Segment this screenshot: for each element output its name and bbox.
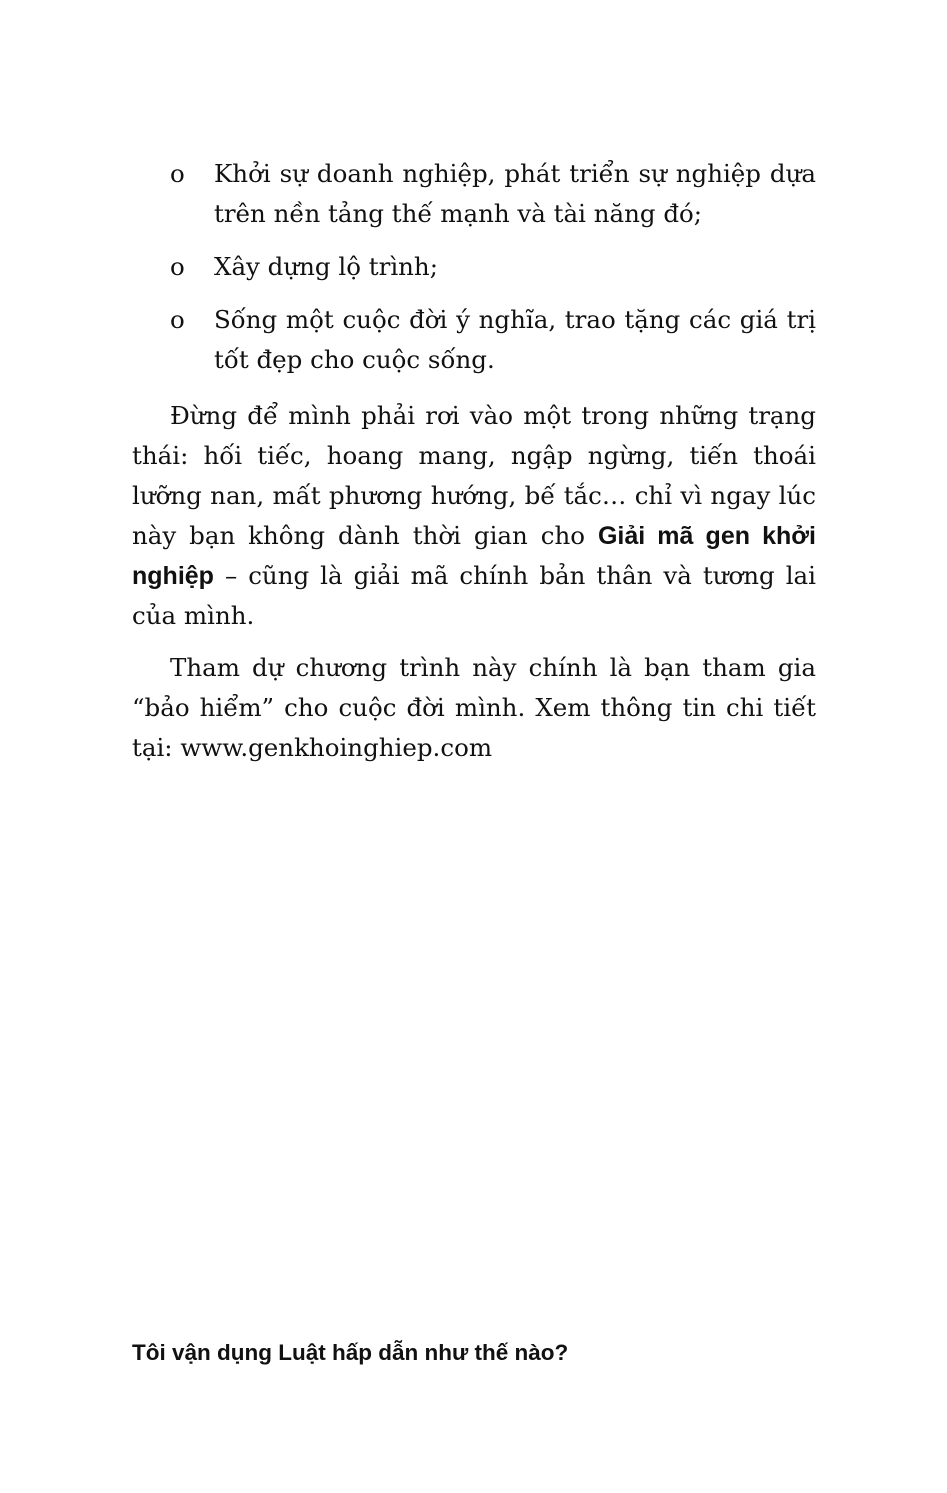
section-heading: Tôi vận dụng Luật hấp dẫn như thế nào? [132,1340,569,1365]
paragraph-text-before: Đừng để mình phải rơi vào một trong những trạng thái: hối tiếc, hoang mang, ngập ngừng, tiến thoái lưỡng nan, mất phương hướng, bế tắc… chỉ vì ngay lúc này bạn không dành thời gian cho [132,401,816,550]
bullet-marker: o [170,252,185,281]
bullet-list [132,154,816,393]
bullet-marker: o [170,159,185,188]
list-item [132,300,816,380]
bullet-text: Sống một cuộc đời ý nghĩa, trao tặng các giá trị tốt đẹp cho cuộc sống. [214,305,816,374]
bullet-text: Xây dựng lộ trình; [214,252,438,281]
bullet-marker: o [170,305,185,334]
program-name-bold: Giải mã gen khởi nghiệp [132,522,816,590]
body-paragraph-warning [132,396,816,636]
list-item [132,247,816,287]
body-paragraph-invitation: Tham dự chương trình này chính là bạn tham gia “bảo hiểm” cho cuộc đời mình. Xem thông tin chi tiết tại: www.genkhoinghiep.com [132,653,816,762]
list-item [132,154,816,234]
paragraph-text-after: – cũng là giải mã chính bản thân và tương lai của mình. [132,561,816,630]
bullet-text: Khởi sự doanh nghiệp, phát triển sự nghiệp dựa trên nền tảng thế mạnh và tài năng đó; [214,159,816,228]
